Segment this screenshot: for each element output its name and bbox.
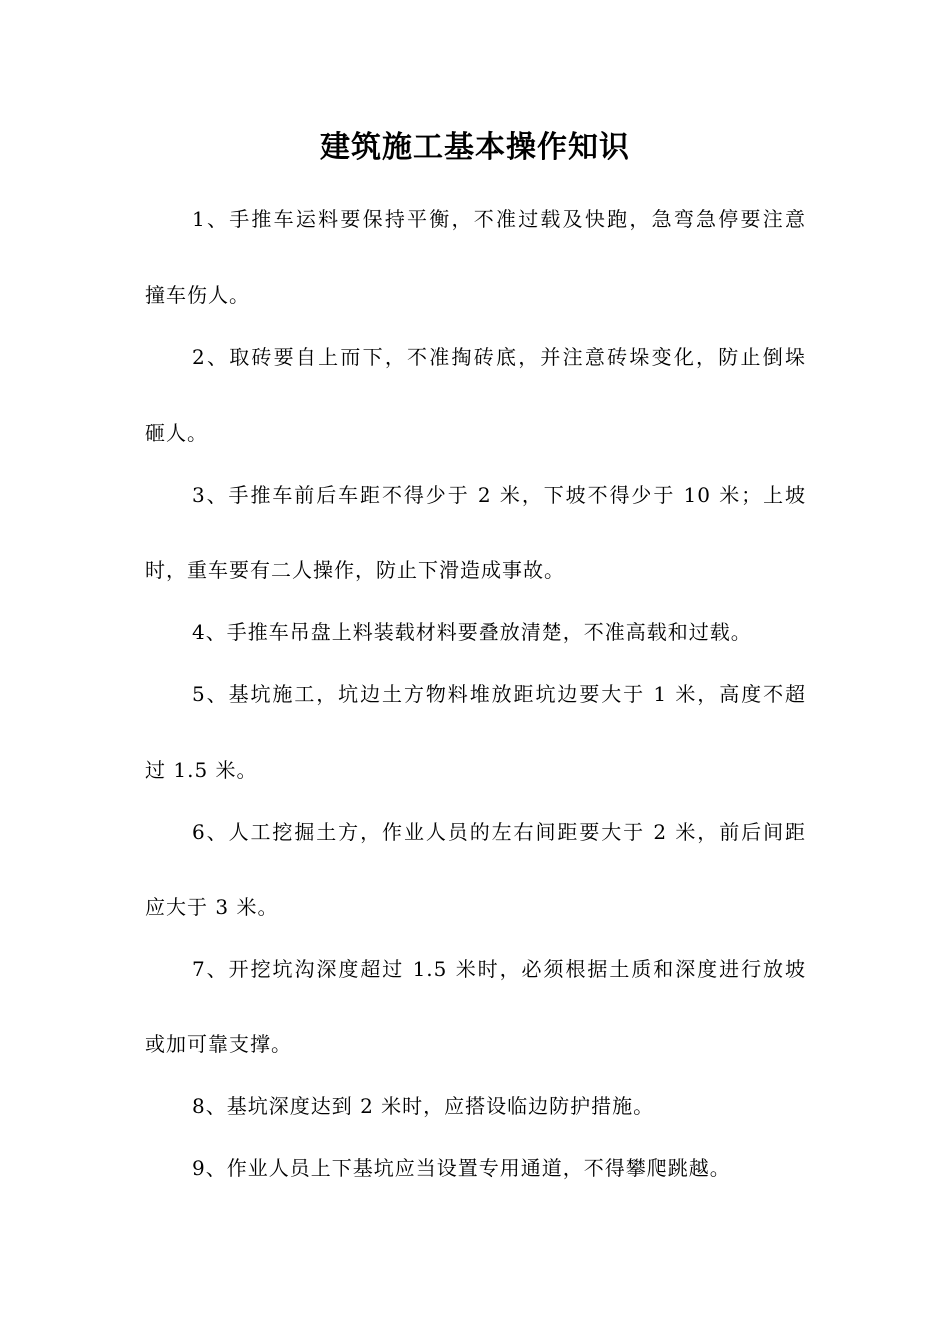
- paragraph-1-line-1: 1、手推车运料要保持平衡，不准过载及快跑，急弯急停要注意: [192, 207, 806, 231]
- paragraph-5-line-1: 5、基坑施工，坑边土方物料堆放距坑边要大于 1 米，高度不超: [192, 682, 806, 706]
- paragraph-6-line-2: 应大于 3 米。: [145, 895, 279, 919]
- paragraph-9-line-1: 9、作业人员上下基坑应当设置专用通道，不得攀爬跳越。: [192, 1156, 731, 1180]
- paragraph-4-line-1: 4、手推车吊盘上料装载材料要叠放清楚，不准高载和过载。: [192, 620, 752, 644]
- paragraph-7-line-1: 7、开挖坑沟深度超过 1.5 米时，必须根据土质和深度进行放坡: [192, 957, 806, 981]
- paragraph-8-line-1: 8、基坑深度达到 2 米时，应搭设临边防护措施。: [192, 1094, 655, 1118]
- paragraph-3-line-1: 3、手推车前后车距不得少于 2 米，下坡不得少于 10 米；上坡: [192, 483, 806, 507]
- paragraph-1-line-2: 撞车伤人。: [145, 283, 250, 307]
- paragraph-7-line-2: 或加可靠支撑。: [145, 1032, 292, 1056]
- document-title: 建筑施工基本操作知识: [320, 130, 630, 165]
- paragraph-2-line-1: 2、取砖要自上而下，不准掏砖底，并注意砖垛变化，防止倒垛: [192, 345, 806, 369]
- paragraph-3-line-2: 时，重车要有二人操作，防止下滑造成事故。: [145, 558, 565, 582]
- paragraph-5-line-2: 过 1.5 米。: [145, 758, 258, 782]
- paragraph-6-line-1: 6、人工挖掘土方，作业人员的左右间距要大于 2 米，前后间距: [192, 820, 806, 844]
- paragraph-2-line-2: 砸人。: [145, 421, 208, 445]
